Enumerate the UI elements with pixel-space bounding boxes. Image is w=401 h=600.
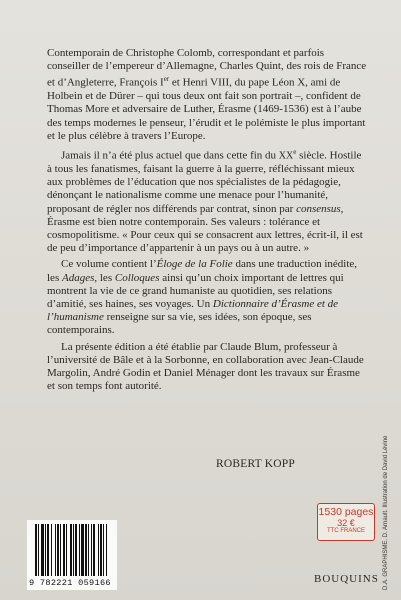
paragraph-intro-text-cont: et Henri VIII, du pape Léon X, ami de Holbein et de Dürer – qui tous deux ont fait son portrait –, confident de Thomas More et adversaire de Luther, Érasme (1469-1536) est à l’aube des temps modernes le penseur, l’érudit et le polémiste le plus important et le plus célèbre à travers l’Europe. [47,77,366,142]
paragraph-intro-text: Contemporain de Christophe Colomb, correspondant et parfois conseiller de l’empereur d’Allemagne, Charles Quint, des rois de France et d’Angleterre, François I [47,47,367,90]
price-sticker [317,503,375,541]
italic-consensus: consensus [296,202,341,215]
title-eloge: Éloge de la Folie [156,258,233,271]
paragraph-modernity-text-end: , Érasme est bien notre contemporain. Ses valeurs : tolérance et cosmopolitisme. « Pour ceux qui se consacrent aux lettres, écrit-il, il est de peu d’importance d’appartenir à un pays ou à un autre. » [47,202,363,255]
superscript-er: er [163,75,170,84]
price: 32 € [337,518,355,528]
publisher-name: BOUQUINS [314,573,379,585]
paragraph-edition-text: La présente édition a été établie par Claude Blum, professeur à l’université de Bâle et à la Sorbonne, en collaboration avec Jean-Claude Margolin, André Godin et Daniel Ménager dont les travaux sur Érasme et son temps font autorité. [47,340,364,393]
title-dictionnaire: Dictionnaire d’Érasme et de l’humanisme [47,297,339,324]
paragraph-modernity-text-cont: siècle. Hostile à tous les fanatismes, faisant la guerre à la guerre, réfléchissant mieux aux problèmes de l’éducation que nos spécialistes de la pédagogie, dénonçant le nationalisme comme une menace pour l’humanité, proposant de régler nos différends par contrat, sinon par [47,149,362,215]
blurb-text [47,47,369,396]
paragraph-contents [47,258,369,337]
title-adages: Adages [61,271,95,284]
paragraph-intro [47,47,369,143]
page-count: 1530 pages [318,506,374,518]
paragraph-contents-text-e: renseigne sur sa vie, ses idées, son époque, ses contemporains. [47,311,312,337]
barcode-bars-icon [33,524,113,578]
paragraph-contents-text: Ce volume contient l’ [61,258,157,271]
paragraph-contents-text-c: , les [94,271,115,284]
design-credit: D.A. GRAPHISME. D. Arnault. Illustration de David Lévine [383,435,389,590]
barcode-number: 9 782221 059166 [29,578,111,588]
title-colloques: Colloques [114,271,160,284]
paragraph-contents-text-b: dans une traduction inédite, les [47,258,358,284]
paragraph-contents-text-d: ainsi qu’un choix important de lettres qui montrent la vie de ce grand humaniste au quotidien, ses relations d’amitié, ses haines, ses voyages. Un [47,271,344,310]
superscript-e: e [293,148,297,157]
paragraph-modernity-text: Jamais il n’a été plus actuel que dans cette fin du [61,149,279,162]
paragraph-edition [47,341,369,394]
price-tax-note: TTC FRANCE [327,528,365,534]
author-signature: ROBERT KOPP [216,458,295,470]
century-numeral: XX [278,150,294,162]
paragraph-modernity [47,146,369,255]
